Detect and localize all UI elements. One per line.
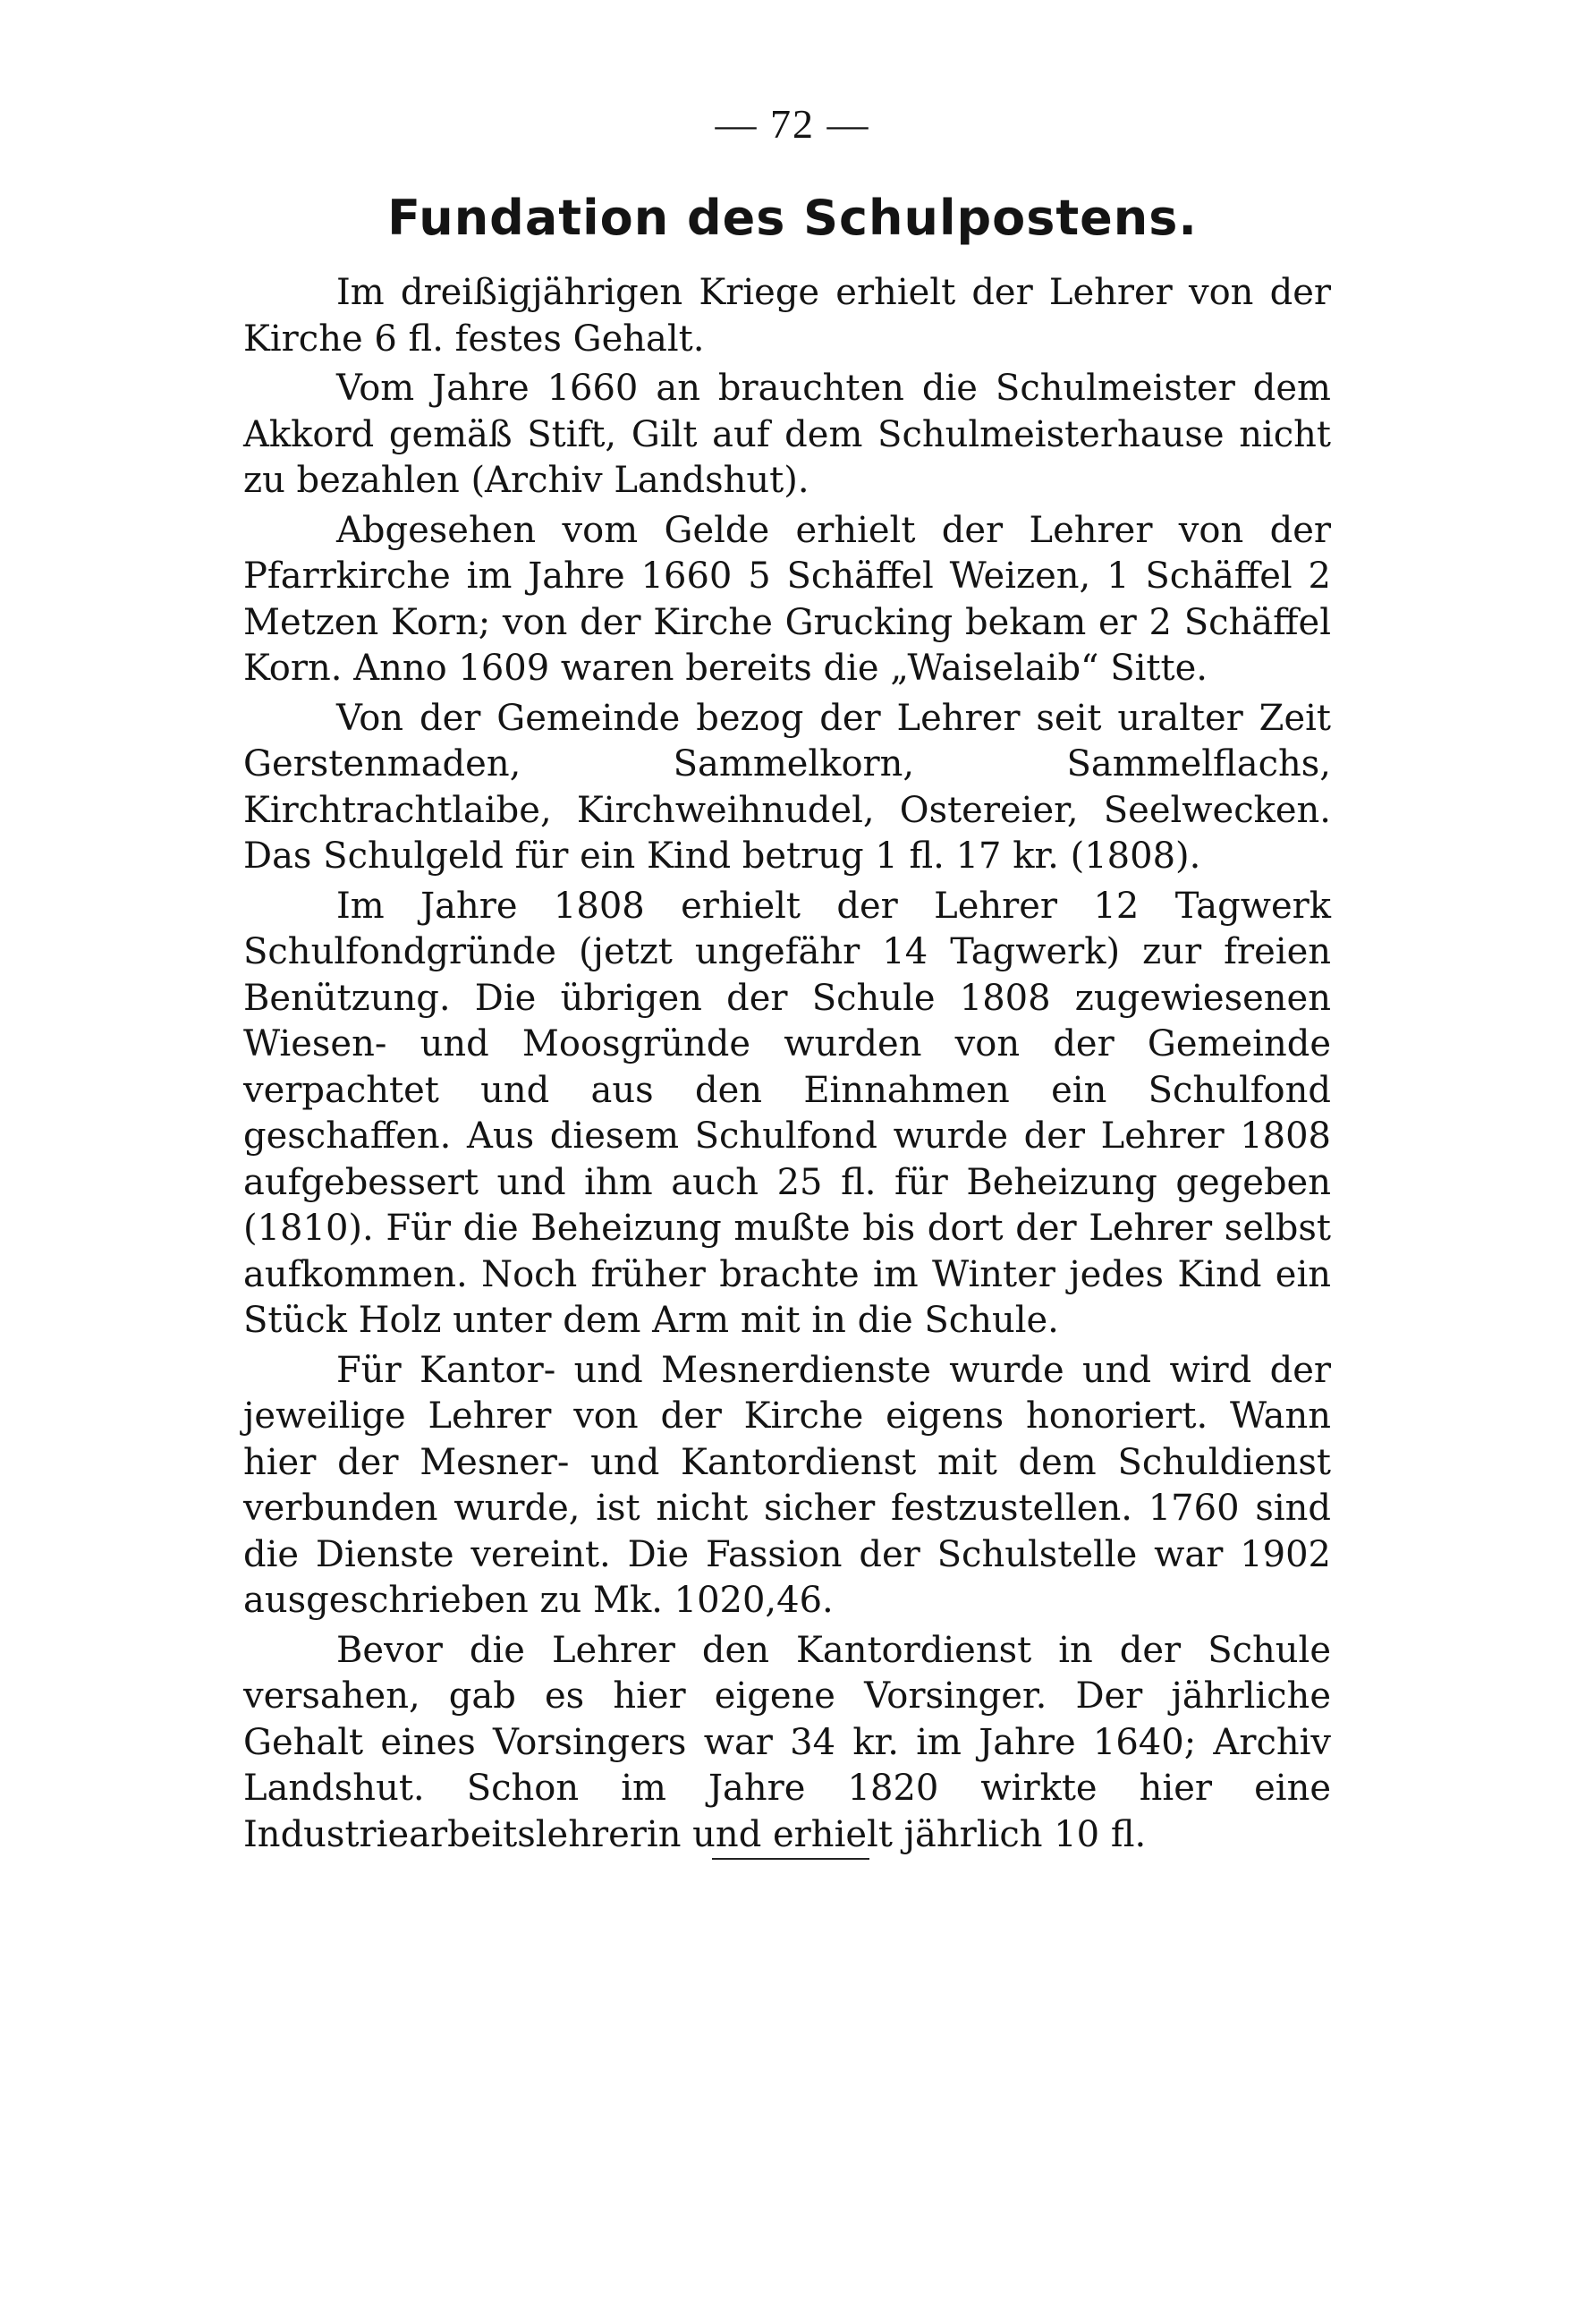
section-title: Fundation des Schulpostens. [387,190,1198,246]
end-rule [712,1858,869,1860]
paragraph: Bevor die Lehrer den Kantordienst in der Schule versahen, gab es hier eigene Vorsinger. Der jährliche Gehalt eines Vorsingers war 34 kr. im Jahre 1640; Archiv Landshut. Schon im Jahre 1820 wirkte hier eine Industriearbeitslehrerin und erhielt jährlich 10 fl. [243,1629,1331,1855]
paragraph: Für Kantor- und Mesnerdienste wurde und wird der jeweilige Lehrer von der Kirche eigens honoriert. Wann hier der Mesner- und Kantordienst mit dem Schuldienst verbunden wurde, ist nicht sicher festzustellen. 1760 sind die Dienste vereint. Die Fassion der Schulstelle war 1902 ausgeschrieben zu Mk. 1020,46. [243,1349,1331,1621]
page-number: — 72 — [715,101,870,147]
paragraph: Vom Jahre 1660 an brauchten die Schulmeister dem Akkord gemäß Stift, Gilt auf dem Schulmeisterhause nicht zu bezahlen (Archiv Landshut). [243,368,1331,501]
paragraph: Abgesehen vom Gelde erhielt der Lehrer von der Pfarrkirche im Jahre 1660 5 Schäffel Weizen, 1 Schäffel 2 Metzen Korn; von der Kirche Grucking bekam er 2 Schäffel Korn. Anno 1609 waren bereits die „Waiselaib“ Sitte. [243,509,1331,689]
paragraph: Im Jahre 1808 erhielt der Lehrer 12 Tagwerk Schulfondgründe (jetzt ungefähr 14 Tagwerk) zur freien Benützung. Die übrigen der Schule 1808 zugewiesenen Wiesen- und Moosgründe wurden von der Gemeinde verpachtet und aus den Einnahmen ein Schulfond geschaffen. Aus diesem Schulfond wurde der Lehrer 1808 aufgebessert und ihm auch 25 fl. für Beheizung gegeben (1810). Für die Beheizung mußte bis dort der Lehrer selbst aufkommen. Noch früher brachte im Winter jedes Kind ein Stück Holz unter dem Arm mit in die Schule. [243,885,1331,1341]
paragraph: Von der Gemeinde bezog der Lehrer seit uralter Zeit Gerstenmaden, Sammelkorn, Sammelflachs, Kirchtrachtlaibe, Kirchweihnudel, Ostereier, Seelwecken. Das Schulgeld für ein Kind betrug 1 fl. 17 kr. (1808). [243,697,1331,877]
body-text [243,270,1331,1862]
paragraph: Im dreißigjährigen Kriege erhielt der Lehrer von der Kirche 6 fl. festes Gehalt. [243,272,1331,360]
